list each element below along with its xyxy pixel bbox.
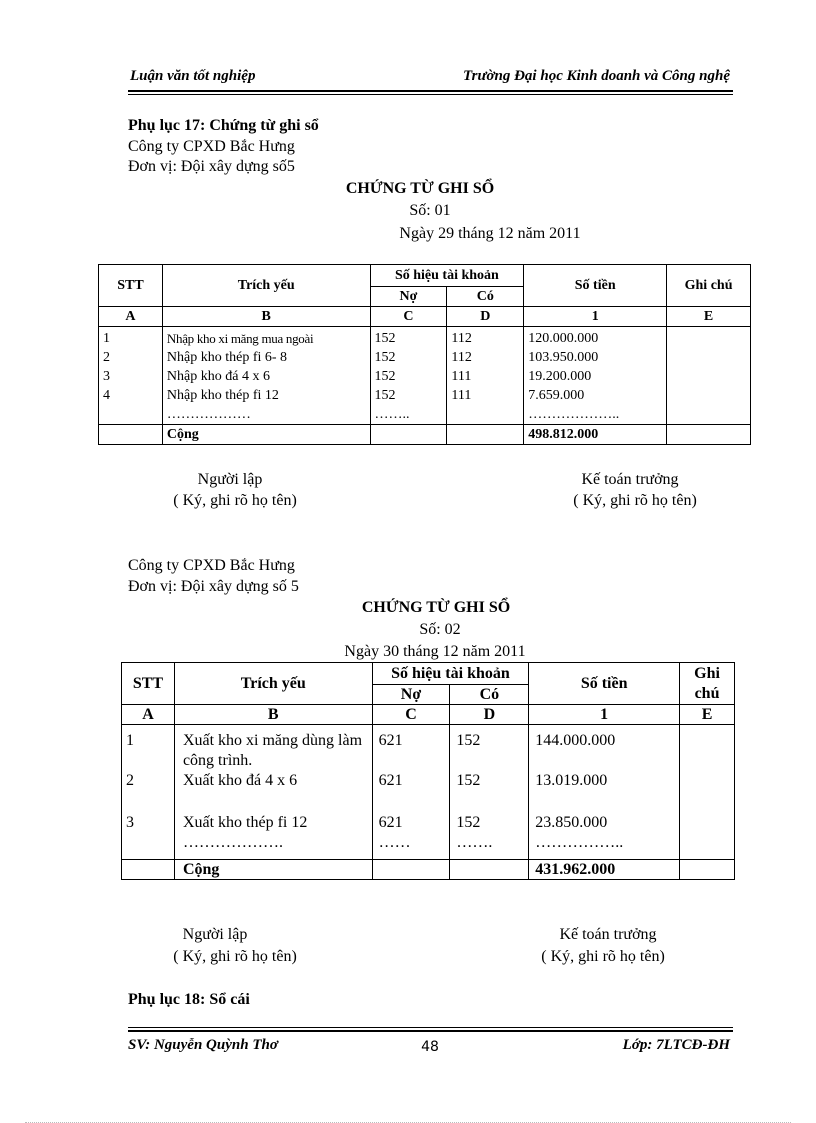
row-desc: Xuất kho đá 4 x 6 [182, 772, 298, 789]
voucher-number-2: Số: 02 [419, 621, 461, 638]
col-debit: Nợ [370, 287, 447, 307]
row-debit: 152 [374, 350, 396, 365]
unit-name-2: Đơn vị: Đội xây dựng số 5 [128, 578, 299, 595]
col-debit: Nợ [372, 685, 450, 705]
voucher-table-1 [98, 264, 751, 445]
appendix-17-title: Phụ lục 17: Chứng từ ghi sổ [128, 117, 319, 134]
row-credit: 152 [456, 814, 481, 831]
voucher-date-1: Ngày 29 tháng 12 năm 2011 [399, 225, 581, 242]
col-credit: Có [450, 685, 529, 705]
col-account: Số hiệu tài khoản [370, 265, 524, 287]
company-name-1: Công ty CPXD Bắc Hưng [128, 138, 295, 155]
row-amount: 120.000.000 [528, 331, 599, 346]
unit-name-1: Đơn vị: Đội xây dựng số5 [128, 158, 295, 175]
row-credit: 112 [451, 350, 472, 365]
signer-right-1: Kế toán trưởng [581, 471, 679, 488]
row-debit: 152 [374, 388, 396, 403]
signer-right-note-2: ( Ký, ghi rõ họ tên) [541, 948, 665, 965]
row-desc: Nhập kho xi măng mua ngoài [166, 331, 314, 346]
table-body [99, 327, 751, 425]
row-debit: …….. [374, 407, 410, 422]
code-row: A B C D 1 E [99, 307, 751, 327]
row-debit: 621 [378, 732, 403, 749]
voucher-title-2: CHỨNG TỪ GHI SỔ [361, 599, 511, 616]
total-row [122, 860, 735, 880]
signer-left-1: Người lập [197, 471, 263, 488]
row-debit: 621 [378, 772, 403, 789]
row-desc: Nhập kho thép fi 6- 8 [166, 350, 288, 365]
total-label: Cộng [174, 860, 372, 880]
footer-class: Lớp: 7LTCĐ-ĐH [622, 1037, 730, 1053]
signer-left-2: Người lập [182, 926, 248, 943]
row-debit: 152 [374, 369, 396, 384]
row-debit: …… [378, 834, 411, 851]
code-row: A B C D 1 E [122, 705, 735, 725]
col-account: Số hiệu tài khoản [372, 663, 529, 685]
col-credit: Có [447, 287, 524, 307]
row-stt: 4 [103, 388, 110, 403]
row-desc: Xuất kho xi măng dùng làm công trình. [182, 732, 363, 769]
col-amount: Số tiền [529, 663, 680, 705]
company-name-2: Công ty CPXD Bắc Hưng [128, 557, 295, 574]
header-rule-thick [128, 90, 733, 92]
row-amount: 23.850.000 [535, 814, 608, 831]
row-credit: ……. [456, 834, 493, 851]
footer-rule-thick [128, 1030, 733, 1032]
row-debit: 621 [378, 814, 403, 831]
signer-right-2: Kế toán trưởng [559, 926, 657, 943]
col-amount: Số tiền [524, 265, 667, 307]
table-body [122, 725, 735, 860]
row-desc: ………………. [182, 834, 283, 851]
row-amount: 144.000.000 [535, 732, 616, 749]
col-desc: Trích yếu [174, 663, 372, 705]
row-desc: Xuất kho thép fi 12 [182, 814, 308, 831]
row-stt: 3 [103, 369, 110, 384]
row-stt: 1 [103, 331, 110, 346]
header-rule-thin [128, 94, 733, 95]
row-desc: Nhập kho đá 4 x 6 [166, 369, 270, 384]
row-amount: …………….. [535, 834, 624, 851]
voucher-title-1: CHỨNG TỪ GHI SỔ [345, 180, 495, 197]
total-label: Cộng [162, 425, 370, 445]
footer-student: SV: Nguyễn Quỳnh Thơ [128, 1037, 278, 1053]
row-credit: 152 [456, 732, 481, 749]
row-credit: 112 [451, 331, 472, 346]
row-amount: ……………….. [528, 407, 620, 422]
appendix-18-title: Phụ lục 18: Sổ cái [128, 991, 250, 1008]
row-amount: 19.200.000 [528, 369, 592, 384]
voucher-date-2: Ngày 30 tháng 12 năm 2011 [344, 643, 526, 660]
row-desc: ……………… [166, 407, 251, 422]
row-stt: 2 [126, 772, 134, 789]
col-desc: Trích yếu [162, 265, 370, 307]
total-amount: 431.962.000 [529, 860, 680, 880]
row-debit: 152 [374, 331, 396, 346]
signer-left-note-1: ( Ký, ghi rõ họ tên) [173, 492, 297, 509]
footer-rule-thin [128, 1027, 733, 1028]
signer-right-note-1: ( Ký, ghi rõ họ tên) [573, 492, 697, 509]
total-amount: 498.812.000 [524, 425, 667, 445]
col-note: Ghi chú [667, 265, 751, 307]
row-stt [126, 833, 170, 853]
row-credit: 111 [451, 369, 472, 384]
voucher-table-2 [121, 662, 735, 880]
row-credit [451, 405, 519, 424]
row-stt: 1 [126, 732, 134, 749]
total-row [99, 425, 751, 445]
row-desc: Nhập kho thép fi 12 [166, 388, 279, 403]
signer-left-note-2: ( Ký, ghi rõ họ tên) [173, 948, 297, 965]
header-left: Luận văn tốt nghiệp [130, 68, 256, 84]
voucher-number-1: Số: 01 [409, 202, 451, 219]
col-stt: STT [122, 663, 175, 705]
col-note: Ghi chú [680, 663, 735, 705]
row-amount: 7.659.000 [528, 388, 585, 403]
row-stt: 3 [126, 814, 134, 831]
row-amount: 103.950.000 [528, 350, 599, 365]
header-right: Trường Đại học Kinh doanh và Công nghệ [463, 68, 730, 84]
col-stt: STT [99, 265, 163, 307]
row-stt [103, 405, 158, 424]
row-amount: 13.019.000 [535, 772, 608, 789]
row-stt: 2 [103, 350, 110, 365]
row-credit: 111 [451, 388, 472, 403]
page-number: 48 [421, 1039, 439, 1055]
row-credit: 152 [456, 772, 481, 789]
